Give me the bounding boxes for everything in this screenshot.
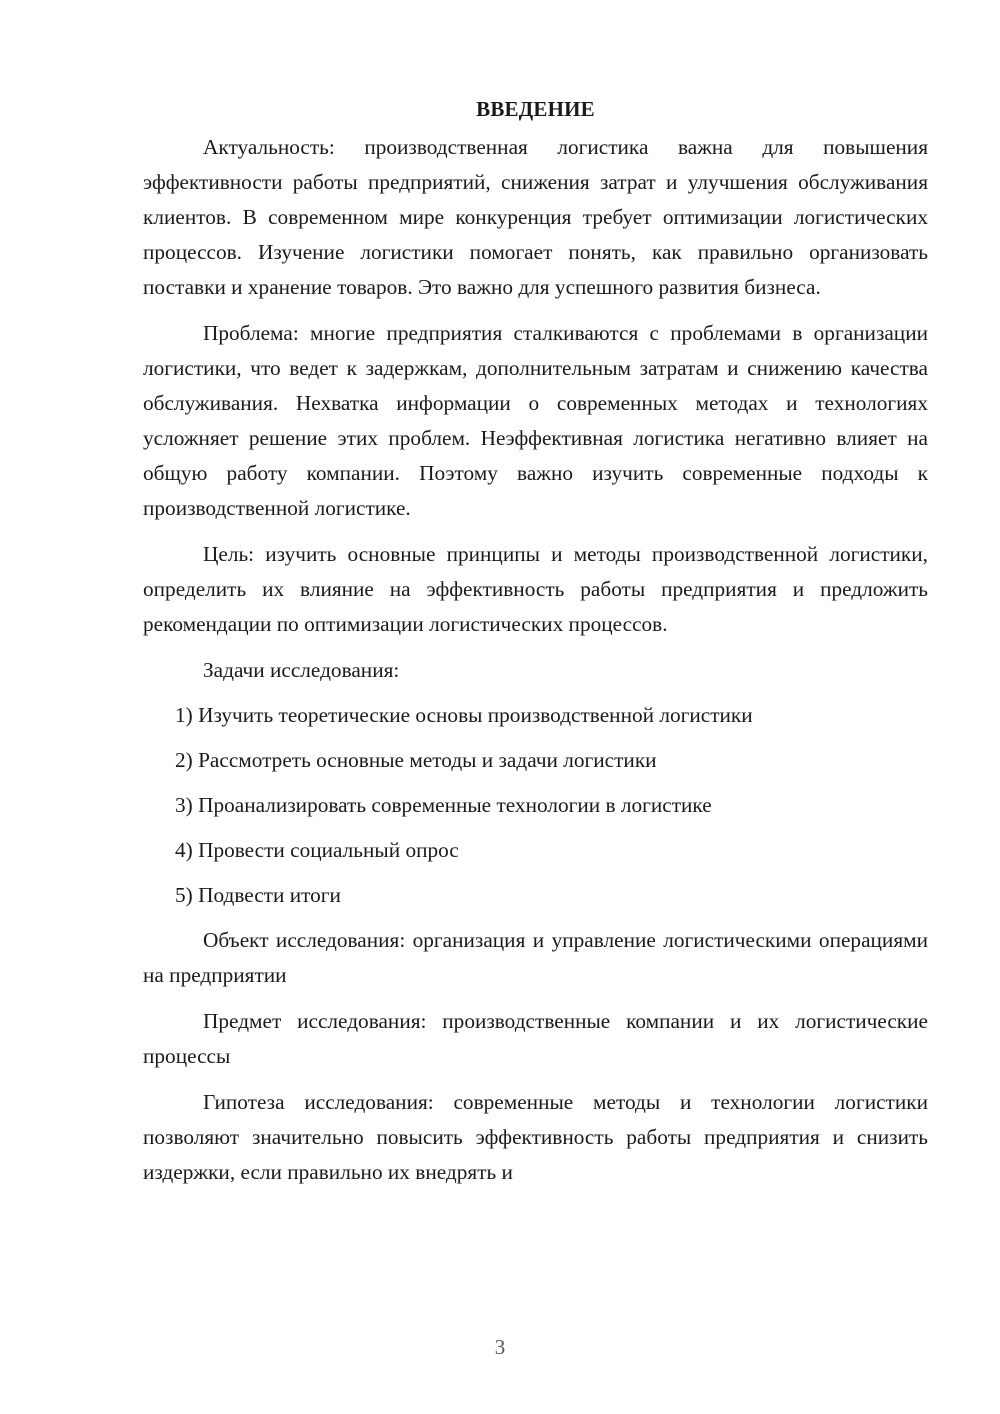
paragraph-hypothesis: Гипотеза исследования: современные методы и технологии логистики позволяют значительно повысить эффективность работы предприятия и снизить издержки, если правильно их внедрять и xyxy=(143,1090,928,1184)
tasks-list xyxy=(143,698,928,913)
paragraph-problem: Проблема: многие предприятия сталкиваются с проблемами в организации логистики, что ведет к задержкам, дополнительным затратам и снижению качества обслуживания. Нехватка информации о современных методах и технологиях усложняет решение этих проблем. Неэффективная логистика негативно влияет на общую работу компании. Поэтому важно изучить современные подходы к производственной логистике. xyxy=(143,321,928,520)
paragraph-goal: Цель: изучить основные принципы и методы производственной логистики, определить их влияние на эффективность работы предприятия и предложить рекомендации по оптимизации логистических процессов. xyxy=(143,542,928,636)
page-number: 3 xyxy=(494,1335,506,1359)
document-page xyxy=(143,92,928,1190)
paragraph-object: Объект исследования: организация и управление логистическими операциями на предприятии xyxy=(143,928,928,987)
paragraph-relevance: Актуальность: производственная логистика важна для повышения эффективности работы предприятий, снижения затрат и улучшения обслуживания клиентов. В современном мире конкуренция требует оптимизации логистических процессов. Изучение логистики помогает понять, как правильно организовать поставки и хранение товаров. Это важно для успешного развития бизнеса. xyxy=(143,135,928,299)
list-item: 3) Проанализировать современные технологии в логистике xyxy=(175,793,712,817)
section-heading: ВВЕДЕНИЕ xyxy=(476,97,595,121)
paragraph-subject: Предмет исследования: производственные компании и их логистические процессы xyxy=(143,1009,928,1068)
list-item: 2) Рассмотреть основные методы и задачи логистики xyxy=(175,748,657,772)
list-item: 1) Изучить теоретические основы производственной логистики xyxy=(175,703,753,727)
list-item: 4) Провести социальный опрос xyxy=(175,838,459,862)
tasks-intro: Задачи исследования: xyxy=(203,658,400,682)
list-item: 5) Подвести итоги xyxy=(175,883,341,907)
